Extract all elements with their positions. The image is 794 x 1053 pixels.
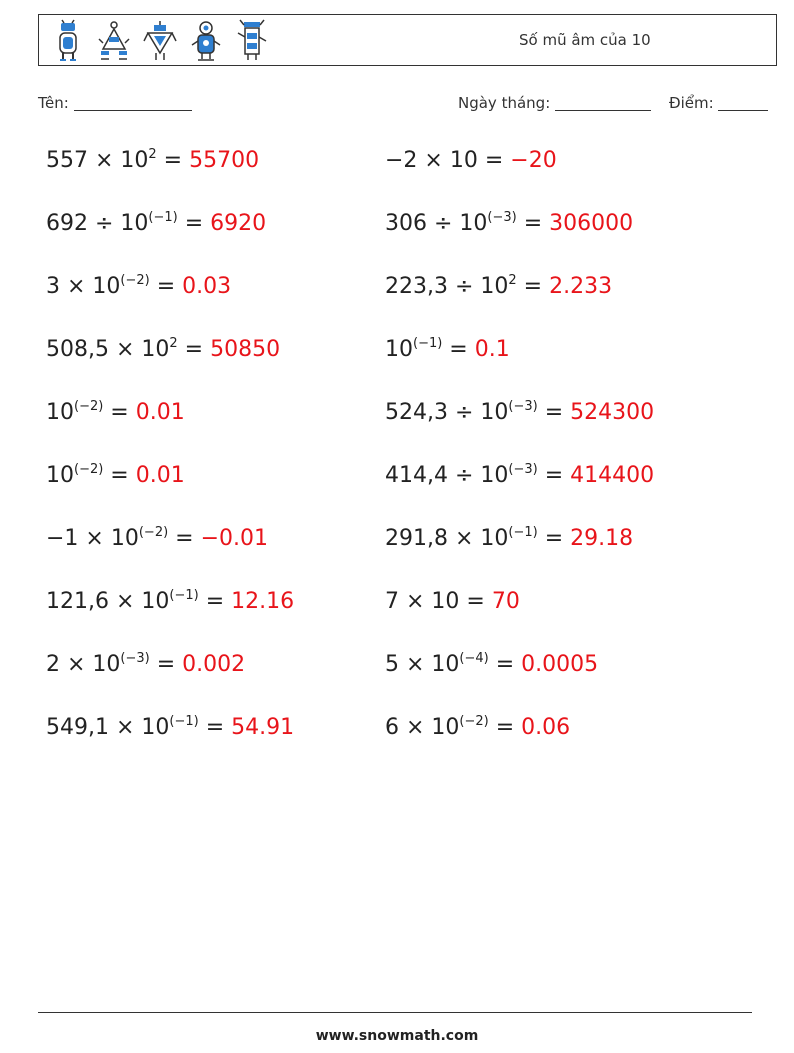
answer: 306000 (549, 211, 634, 236)
problem-right-1 (385, 148, 557, 173)
problem-left-5 (46, 400, 185, 425)
problem-left-8 (46, 589, 294, 614)
expression: 10 (46, 463, 74, 488)
problem-left-10 (46, 715, 294, 740)
answer: 0.002 (182, 652, 246, 677)
equals-sign: = (537, 463, 571, 488)
answer: 6920 (210, 211, 267, 236)
equals-sign: = (103, 400, 136, 425)
problem-right-4 (385, 337, 510, 362)
exponent: (−2) (74, 399, 104, 414)
problem-right-10 (385, 715, 570, 740)
exponent: (−3) (120, 651, 150, 666)
exponent: (−2) (74, 462, 104, 477)
name-field (38, 94, 192, 112)
date-label: Ngày tháng: (458, 94, 551, 112)
expression: 291,8 × 10 (385, 526, 509, 551)
expression: 3 × 10 (46, 274, 121, 299)
robot-icon-4 (189, 19, 223, 63)
problem-left-6 (46, 463, 185, 488)
answer: 0.01 (135, 463, 185, 488)
expression: 121,6 × 10 (46, 589, 170, 614)
equals-sign: = (198, 715, 232, 740)
exponent: (−1) (148, 210, 178, 225)
equals-sign: = (516, 274, 550, 299)
equals-sign: = (177, 337, 211, 362)
exponent: 2 (508, 273, 517, 288)
robot-icon-5 (235, 19, 269, 63)
answer: −0.01 (200, 526, 269, 551)
answer: 54.91 (231, 715, 295, 740)
answer: 0.1 (474, 337, 510, 362)
expression: 2 × 10 (46, 652, 121, 677)
score-field (669, 94, 768, 112)
expression: 5 × 10 (385, 652, 460, 677)
equals-sign: = (149, 274, 183, 299)
problem-right-2 (385, 211, 633, 236)
exponent: (−3) (508, 462, 538, 477)
problem-right-3 (385, 274, 612, 299)
worksheet-title: Số mũ âm của 10 (519, 31, 651, 49)
expression: 306 ÷ 10 (385, 211, 488, 236)
robot-icons (51, 19, 269, 63)
problem-left-2 (46, 211, 266, 236)
equals-sign: = (488, 652, 522, 677)
problem-right-9 (385, 652, 598, 677)
answer: 50850 (210, 337, 281, 362)
answer: 2.233 (549, 274, 613, 299)
answer: 414400 (570, 463, 655, 488)
exponent: (−1) (508, 525, 538, 540)
answer: 0.06 (521, 715, 571, 740)
score-label: Điểm: (669, 94, 714, 112)
expression: 524,3 ÷ 10 (385, 400, 509, 425)
robot-icon-3 (143, 19, 177, 63)
expression: 10 (385, 337, 413, 362)
expression: 692 ÷ 10 (46, 211, 149, 236)
exponent: (−2) (120, 273, 150, 288)
expression: 414,4 ÷ 10 (385, 463, 509, 488)
expression: 10 (46, 400, 74, 425)
date-blank[interactable] (555, 96, 651, 111)
equals-sign: = (198, 589, 232, 614)
worksheet-header (38, 14, 777, 66)
problem-right-5 (385, 400, 654, 425)
equals-sign: = (537, 526, 571, 551)
exponent: (−4) (459, 651, 489, 666)
problem-left-3 (46, 274, 231, 299)
footer-divider (38, 1012, 752, 1013)
answer: 29.18 (570, 526, 634, 551)
equals-sign: = (103, 463, 136, 488)
exponent: (−1) (169, 588, 199, 603)
expression: 7 × 10 (385, 589, 460, 614)
exponent: 2 (148, 147, 157, 162)
answer: 524300 (570, 400, 655, 425)
expression: 557 × 10 (46, 148, 149, 173)
expression: 6 × 10 (385, 715, 460, 740)
answer: 12.16 (231, 589, 295, 614)
problem-left-1 (46, 148, 259, 173)
problem-left-4 (46, 337, 280, 362)
expression: −1 × 10 (46, 526, 139, 551)
name-blank[interactable] (74, 96, 192, 111)
answer: 55700 (189, 148, 260, 173)
problem-right-7 (385, 526, 633, 551)
robot-icon-1 (51, 19, 85, 63)
equals-sign: = (177, 211, 211, 236)
exponent: (−1) (413, 336, 443, 351)
problem-right-6 (385, 463, 654, 488)
exponent: 2 (169, 336, 178, 351)
exponent: (−1) (169, 714, 199, 729)
problem-left-7 (46, 526, 268, 551)
equals-sign: = (488, 715, 522, 740)
exponent: (−2) (138, 525, 169, 540)
equals-sign: = (477, 148, 511, 173)
exponent: (−2) (459, 714, 489, 729)
robot-icon-2 (97, 19, 131, 63)
exponent: (−3) (487, 210, 517, 225)
answer: 0.01 (135, 400, 185, 425)
expression: −2 × 10 (385, 148, 478, 173)
equals-sign: = (459, 589, 492, 614)
answer: 0.0005 (521, 652, 599, 677)
answer: −20 (510, 148, 557, 173)
expression: 549,1 × 10 (46, 715, 170, 740)
equals-sign: = (168, 526, 201, 551)
footer-website: www.snowmath.com (315, 1028, 479, 1044)
equals-sign: = (516, 211, 550, 236)
date-field (458, 94, 651, 112)
equals-sign: = (156, 148, 190, 173)
expression: 508,5 × 10 (46, 337, 170, 362)
name-label: Tên: (38, 94, 69, 112)
equals-sign: = (149, 652, 183, 677)
exponent: (−3) (508, 399, 538, 414)
equals-sign: = (442, 337, 475, 362)
problem-right-8 (385, 589, 520, 614)
score-blank[interactable] (718, 96, 768, 111)
equals-sign: = (537, 400, 571, 425)
answer: 0.03 (182, 274, 232, 299)
problem-left-9 (46, 652, 245, 677)
expression: 223,3 ÷ 10 (385, 274, 509, 299)
answer: 70 (491, 589, 520, 614)
